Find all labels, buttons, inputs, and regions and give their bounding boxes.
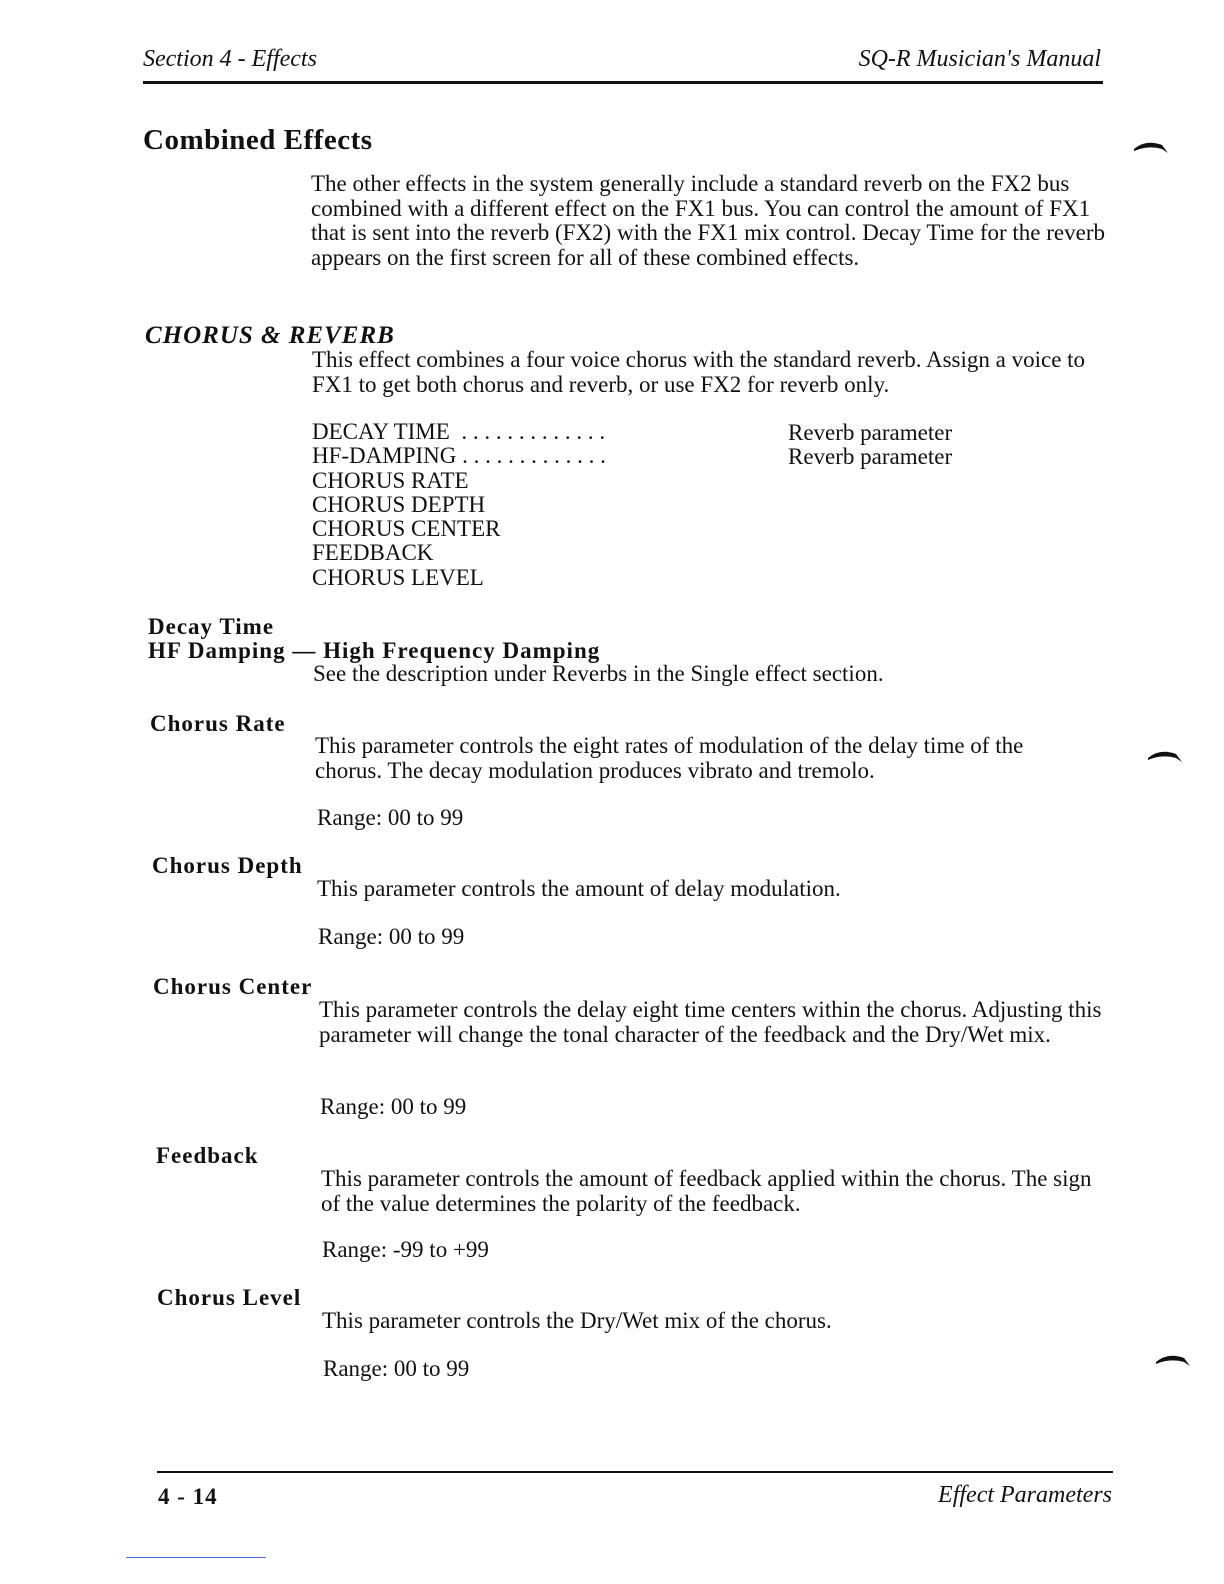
param-name: HF-DAMPING [312,443,457,469]
chorus-level-range: Range: 00 to 99 [323,1356,470,1381]
running-header-section: Section 4 - Effects [143,46,317,72]
hf-damping-label: HF Damping [148,638,286,663]
chorus-depth-heading: Chorus Depth [152,853,303,878]
running-header-manual-title: SQ-R Musician's Manual [858,46,1101,72]
leader-dots: . . . . . . . . . . . . . [461,419,606,444]
param-item: CHORUS CENTER [312,516,501,542]
feedback-description: This parameter controls the amount of feedback applied within the chorus. The sign of the value determines the polarity of the feedback. [321,1166,1092,1216]
feedback-range: Range: -99 to +99 [322,1237,489,1262]
leader-dots: . . . . . . . . . . . . . [462,443,606,469]
param-item [312,444,606,468]
scan-artifact-line [126,1557,266,1558]
param-item: CHORUS DEPTH [312,491,486,517]
param-item: CHORUS RATE [312,467,469,493]
chorus-center-heading: Chorus Center [153,974,313,999]
chorus-reverb-description: This effect combines a four voice chorus with the standard reverb. Assign a voice to FX1 to get both chorus and reverb, or use FX2 for reverb only. [312,347,1086,397]
footer-rule [157,1471,1113,1473]
intro-paragraph: The other effects in the system generally include a standard reverb on the FX2 bus combined with a different effect on the FX1 bus. You can control the amount of FX1 that is sent into the reverb (FX2) with the FX1 mix control. Decay Time for the reverb appears on the first screen for all of these combined effects. [311,171,1105,270]
param-note: Reverb parameter [788,420,953,445]
param-name: DECAY TIME [312,419,450,444]
chorus-depth-range: Range: 00 to 99 [318,924,465,949]
margin-mark-icon [1154,1352,1194,1366]
header-rule [143,81,1103,84]
chorus-reverb-title: CHORUS & REVERB [145,322,395,349]
chorus-rate-heading: Chorus Rate [150,711,286,736]
margin-mark-icon [1146,748,1186,762]
param-item [312,420,606,444]
chorus-rate-description: This parameter controls the eight rates of modulation of the delay time of the chorus. The decay modulation produces vibrato and tremolo. [315,733,1024,783]
chorus-depth-description: This parameter controls the amount of delay modulation. [317,876,841,901]
running-footer-chapter: Effect Parameters [938,1482,1112,1508]
chorus-rate-range: Range: 00 to 99 [317,805,464,830]
decay-time-description: See the description under Reverbs in the Single effect section. [313,661,884,686]
feedback-heading: Feedback [156,1143,259,1168]
chorus-center-range: Range: 00 to 99 [320,1094,467,1119]
parameter-list [312,420,606,590]
param-item: CHORUS LEVEL [312,564,484,590]
chorus-level-heading: Chorus Level [157,1285,302,1310]
margin-mark-icon [1132,139,1172,153]
page-number: 4 - 14 [158,1484,218,1509]
param-item: FEEDBACK [312,540,434,566]
hf-damping-subtitle: — High Frequency Damping [292,638,601,663]
chorus-center-description: This parameter controls the delay eight time centers within the chorus. Adjusting this parameter will change the tonal character of the feedback and the Dry/Wet mix. [319,997,1102,1047]
chorus-level-description: This parameter controls the Dry/Wet mix of the chorus. [322,1308,832,1333]
decay-time-heading: Decay Time [148,614,275,639]
section-title: Combined Effects [143,124,373,156]
param-note: Reverb parameter [788,444,953,469]
